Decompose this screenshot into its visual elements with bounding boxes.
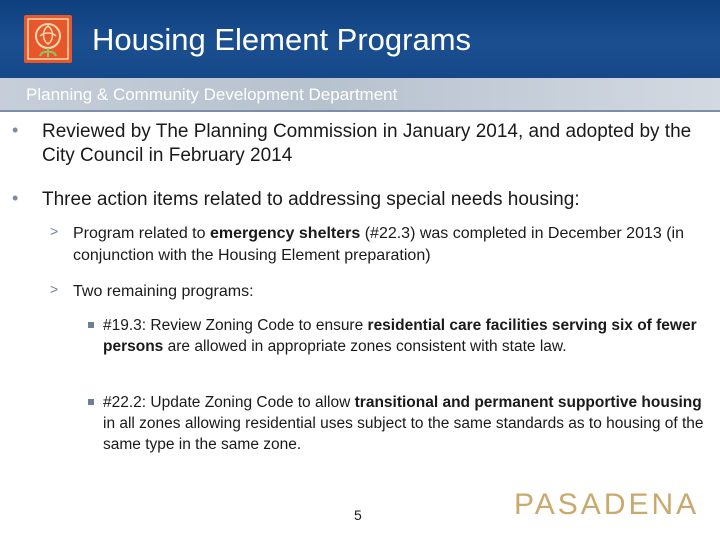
rose-logo-icon — [24, 15, 72, 63]
department-subtitle: Planning & Community Development Department — [26, 85, 398, 104]
sub-bullet-item — [0, 223, 700, 267]
page-number: 5 — [354, 507, 362, 523]
bullet-dot-icon: • — [12, 120, 19, 140]
slide-title: Housing Element Programs — [92, 22, 472, 57]
title-bar — [0, 0, 720, 78]
program-text: #19.3: Review Zoning Code to ensure residential care facilities serving six of fewer persons are allowed in appropriate zones consistent with state law. — [103, 317, 697, 355]
pasadena-wordmark: PASADENA — [514, 488, 700, 521]
arrow-bullet-icon: > — [50, 223, 59, 239]
square-bullet-icon — [88, 399, 94, 405]
bullet-text: Three action items related to addressing special needs housing: — [42, 189, 580, 210]
bullet-text: Reviewed by The Planning Commission in January 2014, and adopted by the City Council in February 2014 — [42, 121, 692, 166]
program-item — [0, 392, 710, 455]
program-item — [0, 315, 710, 357]
square-bullet-icon — [88, 322, 94, 328]
bullet-item — [0, 120, 700, 168]
arrow-bullet-icon: > — [50, 281, 59, 297]
sub-bullet-text: Program related to emergency shelters (#22.3) was completed in December 2013 (in conjunction with the Housing Element preparation) — [73, 225, 684, 264]
bullet-item — [0, 188, 700, 212]
bullet-dot-icon: • — [12, 188, 19, 208]
program-text: #22.2: Update Zoning Code to allow transitional and permanent supportive housing in all zones allowing residential uses subject to the same standards as to housing of the same type in the same zone. — [103, 394, 704, 453]
subtitle-bar — [0, 78, 720, 110]
sub-bullet-text: Two remaining programs: — [73, 283, 254, 300]
divider — [0, 110, 720, 112]
sub-bullet-item — [0, 281, 700, 303]
